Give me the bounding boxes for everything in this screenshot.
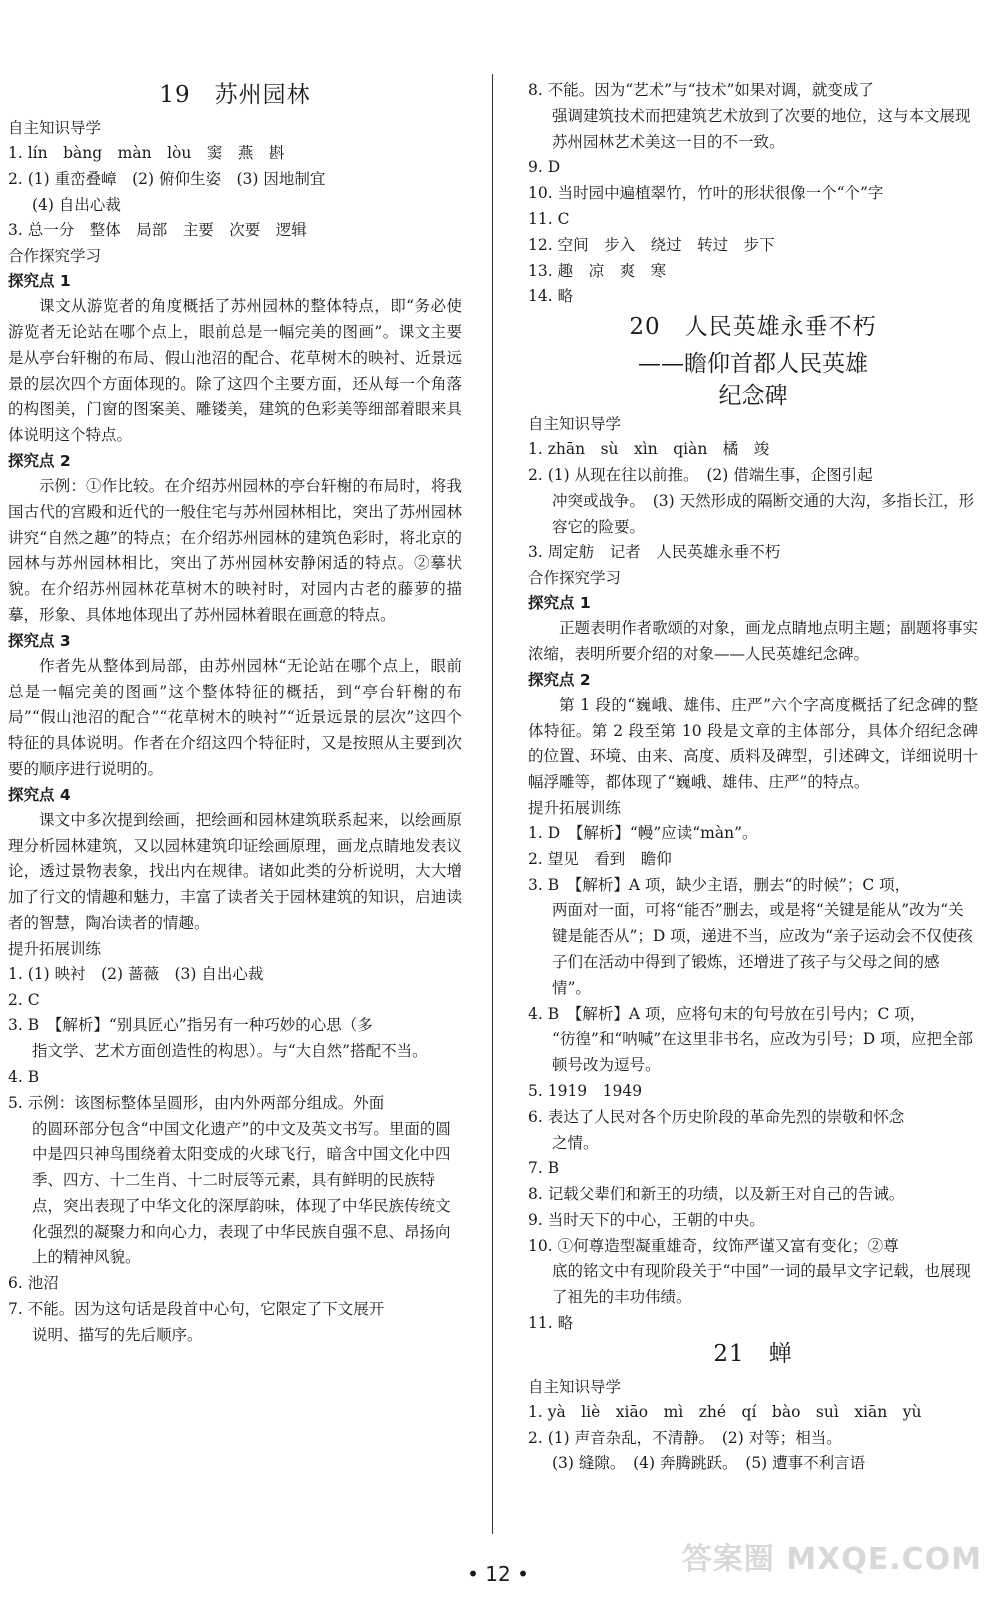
right-answer-line: 7. B	[528, 1159, 560, 1178]
right-answer-line: 8. 记载父辈们和新王的功绩，以及新王对自己的告诫。	[528, 1185, 905, 1204]
right-section-heading: 合作探究学习	[528, 569, 622, 588]
left-inquiry-point-heading: 探究点 2	[8, 451, 71, 470]
right-answer-continuation: 强调建筑技术而把建筑艺术放到了次要的地位，这与本文展现苏州园林艺术美这一目的不一致。	[552, 106, 971, 151]
left-answer-line: 3. B 【解析】“别具匠心”指另有一种巧妙的心思（多	[8, 1016, 373, 1035]
left-answer-line: 2. C	[8, 990, 40, 1009]
page-number: • 12 •	[467, 1562, 529, 1586]
right-answer-line: 3. 周定舫 记者 人民英雄永垂不朽	[528, 543, 781, 562]
left-column	[8, 78, 462, 1349]
left-section-heading: 自主知识导学	[8, 119, 102, 137]
right-answer-paragraph: 正题表明作者歌颂的对象，画龙点睛地点明主题；副题将事实浓缩，表明所要介绍的对象——人民英雄纪念碑。	[528, 619, 978, 663]
left-answer-paragraph: 示例：①作比较。在介绍苏州园林的亭台轩榭的布局时，将我国古代的宫殿和近代的一般住宅与苏州园林相比，突出了苏州园林讲究“自然之趣”的特点；在介绍苏州园林的建筑色彩时，将北京的园林与苏州园林相比，突出了苏州园林安静闲适的特点。②摹状貌。在介绍苏州园林花草树木的映衬时，对园内古老的藤萝的描摹，形象、具体地体现出了苏州园林着眼在画意的特点。	[8, 476, 462, 624]
left-answer-continuation: 说明、描写的先后顺序。	[32, 1325, 203, 1344]
right-answer-line: 2. (1) 声音杂乱，不清静。 (2) 对等；相当。	[528, 1428, 842, 1447]
left-answer-paragraph: 课文中多次提到绘画，把绘画和园林建筑联系起来，以绘画原理分析园林建筑，又以园林建筑印证绘画原理，画龙点睛地发表议论，透过景物表象，找出内在规律。诸如此类的分析说明，大大增加了行文的情趣和魅力，丰富了读者关于园林建筑的知识，启迪读者的智慧，陶冶读者的情趣。	[8, 810, 462, 932]
left-answer-line: 1. lín bàng màn lòu 窦 燕 斟	[8, 144, 285, 162]
right-answer-line: 1. D 【解析】“幔”应读“màn”。	[528, 823, 758, 842]
right-answer-line: 2. (1) 从现在往以前推。 (2) 借端生事，企图引起	[528, 465, 873, 484]
column-divider	[492, 74, 493, 1534]
right-section-heading: 提升拓展训练	[528, 798, 622, 817]
right-section-heading: 自主知识导学	[528, 415, 622, 434]
left-answer-line: 5. 示例：该图标整体呈圆形，由内外两部分组成。外面	[8, 1093, 385, 1112]
right-answer-line: 12. 空间 步入 绕过 转过 步下	[528, 235, 775, 254]
right-answer-continuation: 冲突或战争。 (3) 天然形成的隔断交通的大沟，多指长江，形容它的险要。	[552, 491, 975, 536]
left-answer-paragraph: 作者先从整体到局部，由苏州园林“无论站在哪个点上，眼前总是一幅完美的图画”这个整体特征的概括，到“亭台轩榭的布局”“假山池沼的配合”“花草树木的映衬”“近景远景的层次”这四个特征的具体说明。作者在介绍这四个特征时，又是按照从主要到次要的顺序进行说明的。	[8, 656, 462, 778]
right-answer-line: 11. C	[528, 209, 570, 228]
right-chapter-title: 21 蝉	[713, 1340, 793, 1367]
right-answer-line: 9. D	[528, 158, 561, 177]
right-answer-line: 1. yà liè xiāo mì zhé qí bào suì xiān yù	[528, 1402, 922, 1421]
right-chapter-title: 20 人民英雄永垂不朽	[629, 314, 877, 341]
right-answer-continuation: (3) 缝隙。 (4) 奔腾跳跃。 (5) 遭事不利言语	[552, 1454, 866, 1473]
right-answer-continuation: “彷徨”和“呐喊”在这里非书名，应改为引号；D 项，应把全部顿号改为逗号。	[552, 1030, 974, 1075]
left-answer-line: 3. 总一分 整体 局部 主要 次要 逻辑	[8, 221, 307, 240]
right-answer-continuation: 之情。	[552, 1133, 599, 1152]
right-column	[528, 78, 978, 1477]
right-answer-continuation: 两面对一面，可将“能否”删去，或是将“关键是能从”改为“关键是能否从”；D 项，递进不当，应改为“亲子运动会不仅使孩子们在活动中得到了锻炼，还增进了孩子与父母之间的感情”。	[552, 901, 973, 997]
left-inquiry-point-heading: 探究点 3	[8, 631, 71, 650]
left-answer-continuation: (4) 自出心裁	[32, 195, 121, 214]
right-answer-line: 5. 1919 1949	[528, 1081, 643, 1100]
right-answer-line: 8. 不能。因为“艺术”与“技术”如果对调，就变成了	[528, 81, 874, 99]
right-inquiry-point-heading: 探究点 2	[528, 670, 591, 689]
right-answer-line: 10. ①何尊造型凝重雄奇，纹饰严谨又富有变化；②尊	[528, 1236, 899, 1255]
left-answer-continuation: 指文学、艺术方面创造性的构思）。与“大自然”搭配不当。	[32, 1042, 428, 1061]
left-inquiry-point-heading: 探究点 1	[8, 272, 71, 291]
left-answer-line: 1. (1) 映衬 (2) 蔷薇 (3) 自出心裁	[8, 964, 264, 983]
right-answer-line: 10. 当时园中遍植翠竹，竹叶的形状很像一个“个”字	[528, 184, 884, 203]
watermark: 答案圈 MXQE.COM	[681, 1542, 982, 1577]
right-answer-continuation: 底的铭文中有现阶段关于“中国”一词的最早文字记载，也展现了祖先的丰功伟绩。	[552, 1262, 971, 1307]
left-answer-line: 6. 池沼	[8, 1274, 59, 1293]
left-answer-line: 2. (1) 重峦叠嶂 (2) 俯仰生姿 (3) 因地制宜	[8, 169, 326, 188]
right-chapter-subtitle: ——瞻仰首都人民英雄	[638, 351, 868, 378]
right-inquiry-point-heading: 探究点 1	[528, 594, 591, 613]
left-section-heading: 提升拓展训练	[8, 939, 102, 958]
left-answer-continuation: 的圆环部分包含“中国文化遗产”的中文及英文书写。里面的圆中是四只神鸟围绕着太阳变成的火球飞行，暗含中国文化中四季、四方、十二生肖、十二时辰等元素，具有鲜明的民族特点，突出表现了中华文化的深厚韵味，体现了中华民族传统文化强烈的凝聚力和向心力，表现了中华民族自强不息、昂扬向上的精神风貌。	[32, 1119, 451, 1267]
right-answer-line: 3. B 【解析】A 项，缺少主语，删去“的时候”；C 项，	[528, 875, 911, 894]
left-answer-line: 4. B	[8, 1067, 40, 1086]
right-chapter-subtitle: 纪念碑	[718, 383, 788, 410]
left-answer-line: 7. 不能。因为这句话是段首中心句，它限定了下文展开	[8, 1300, 385, 1319]
left-chapter-title: 19 苏州园林	[159, 82, 311, 108]
left-inquiry-point-heading: 探究点 4	[8, 785, 71, 804]
right-answer-line: 9. 当时天下的中心，王朝的中央。	[528, 1210, 765, 1229]
right-answer-line: 11. 略	[528, 1314, 574, 1333]
right-answer-line: 1. zhān sù xìn qiàn 橘 竣	[528, 440, 770, 459]
right-section-heading: 自主知识导学	[528, 1377, 622, 1396]
right-answer-line: 14. 略	[528, 287, 574, 306]
right-answer-line: 6. 表达了人民对各个历史阶段的革命先烈的崇敬和怀念	[528, 1107, 905, 1126]
right-answer-line: 13. 趣 凉 爽 寒	[528, 261, 667, 280]
right-answer-line: 4. B 【解析】A 项，应将句末的句号放在引号内；C 项，	[528, 1004, 926, 1023]
right-answer-line: 2. 望见 看到 瞻仰	[528, 849, 672, 868]
left-section-heading: 合作探究学习	[8, 247, 102, 266]
left-answer-paragraph: 课文从游览者的角度概括了苏州园林的整体特点，即“务必使游览者无论站在哪个点上，眼前总是一幅完美的图画”。课文主要是从亭台轩榭的布局、假山池沼的配合、花草树木的映衬、近景远景的层次四个方面体现的。除了这四个主要方面，还从每一个角落的构图美，门窗的图案美、雕镂美，建筑的色彩美等细部着眼来具体说明这个特点。	[8, 297, 462, 445]
right-answer-paragraph: 第 1 段的“巍峨、雄伟、庄严”六个字高度概括了纪念碑的整体特征。第 2 段至第 10 段是文章的主体部分，具体介绍纪念碑的位置、环境、由来、高度、质料及碑型，引述碑文，详细说明十幅浮雕等，都体现了“巍峨、雄伟、庄严”的特点。	[528, 695, 978, 792]
